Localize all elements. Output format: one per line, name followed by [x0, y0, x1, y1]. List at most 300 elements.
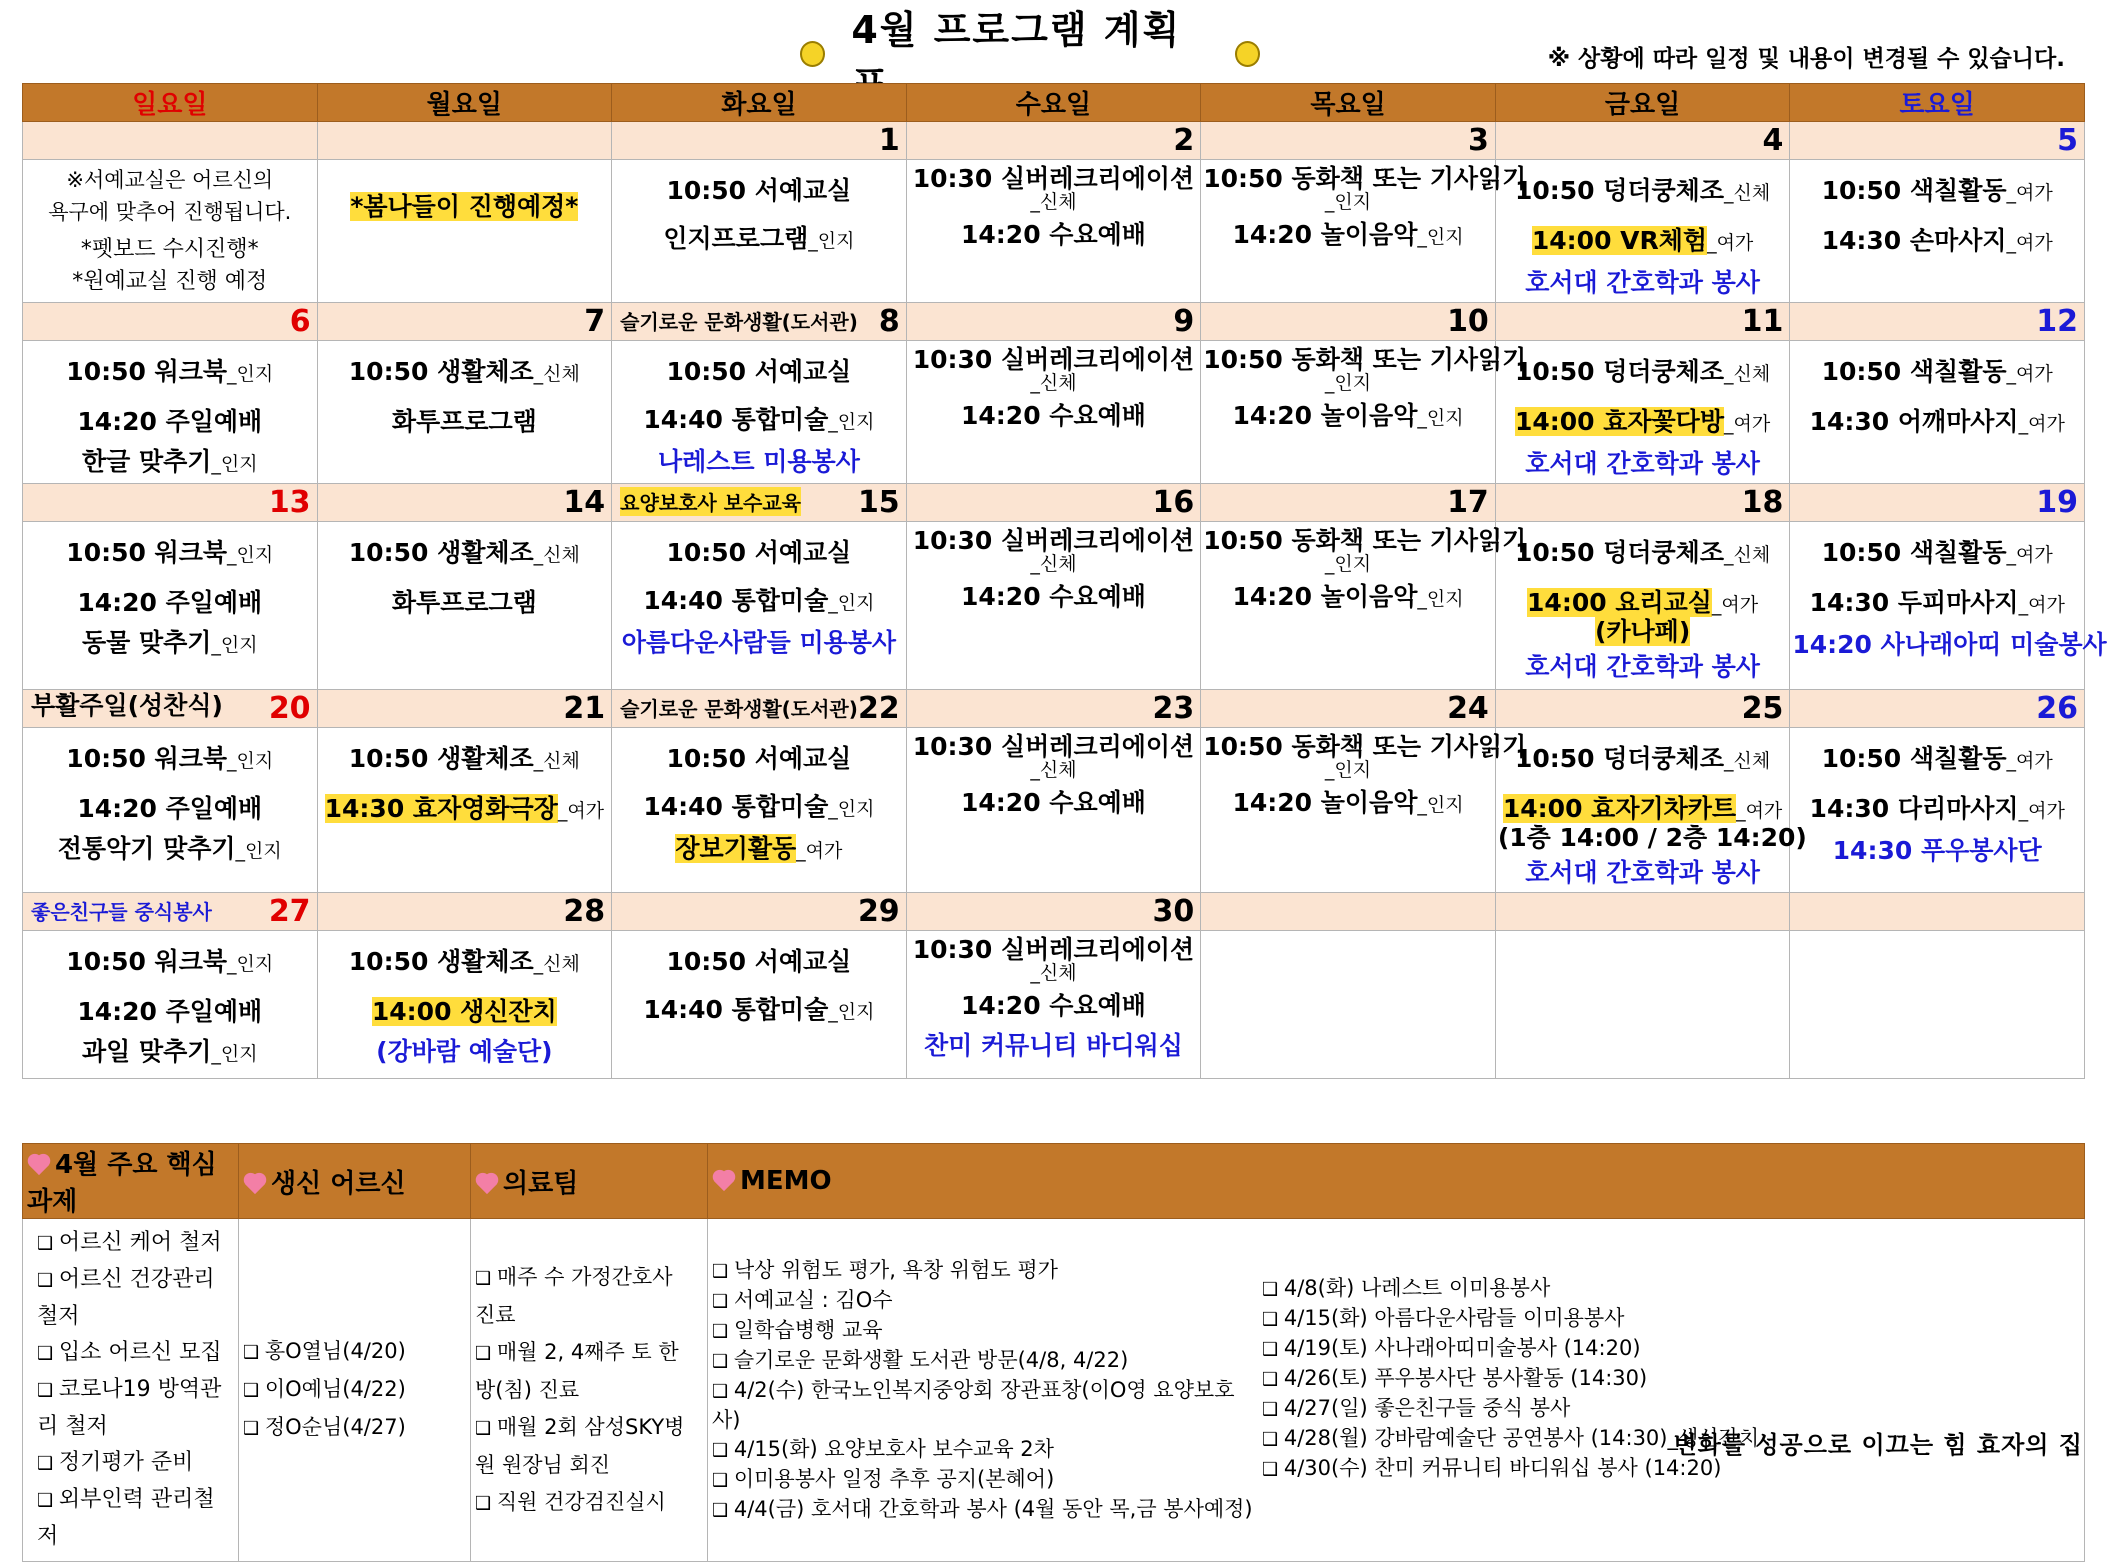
- list-item: ❑ 4/28(월) 강바람예술단 공연봉사 (14:30)_생신잔치: [1262, 1424, 1759, 1454]
- activity-line: [1203, 220, 1493, 252]
- category-tag: _신체: [1724, 750, 1771, 772]
- activity-text: 14:20 놀이음악: [1232, 220, 1418, 249]
- activity-line: [320, 744, 610, 776]
- activity-line: [25, 947, 315, 979]
- activity-line: [1498, 617, 1788, 646]
- date-cell: [906, 303, 1201, 341]
- activity-text: 14:40 통합미술: [643, 405, 829, 434]
- category-tag: _여가: [2006, 232, 2053, 254]
- activity-line: [1498, 407, 1788, 439]
- monthly-calendar: [22, 83, 2107, 1079]
- category-tag: _인지: [828, 798, 875, 820]
- activity-row: [23, 522, 2085, 690]
- activity-line: [25, 794, 315, 824]
- list-item: ❑ 4/4(금) 호서대 간호학과 봉사 (4월 동안 목,금 봉사예정): [712, 1495, 1262, 1525]
- tasks-list: [37, 1225, 224, 1555]
- weekday-thursday: 목요일: [1201, 84, 1496, 122]
- activity-cell: [23, 728, 318, 893]
- activity-line: [1498, 858, 1788, 888]
- date-cell: [612, 484, 907, 522]
- category-tag: _인지: [227, 953, 274, 975]
- date-cell: [1201, 303, 1496, 341]
- activity-text: 10:50 워크북: [66, 947, 228, 976]
- date-cell: [23, 484, 318, 522]
- date-cell: [612, 122, 907, 160]
- activity-line: [25, 834, 315, 866]
- activity-cell: [612, 341, 907, 484]
- activity-line: [1792, 538, 2082, 570]
- date-number: 7: [584, 304, 606, 339]
- activity-line: [1792, 588, 2082, 620]
- category-tag: _여가: [2006, 544, 2053, 566]
- activity-cell: [906, 160, 1201, 303]
- category-tag: _신체: [533, 953, 580, 975]
- list-item: ❑ 4/26(토) 푸우봉사단 봉사활동 (14:30): [1262, 1364, 1759, 1394]
- activity-line: [25, 357, 315, 389]
- category-tag: _인지: [227, 363, 274, 385]
- date-number: 26: [2036, 691, 2078, 726]
- date-number: 5: [2057, 123, 2078, 158]
- category-tag: _인지: [828, 592, 875, 614]
- list-item: ❑ 직원 건강검진실시: [475, 1484, 693, 1522]
- activity-text: 화투프로그램: [391, 407, 537, 436]
- activity-line: [320, 997, 610, 1027]
- activity-text: 10:50 서예교실: [666, 744, 852, 773]
- category-tag: _여가: [1707, 232, 1754, 254]
- date-cell: [317, 893, 612, 931]
- activity-text: 10:50 동화책 또는 기사읽기: [1203, 164, 1527, 193]
- activity-text: 14:30 어깨마사지: [1809, 407, 2019, 436]
- date-number: 18: [1741, 485, 1784, 520]
- activity-line: [1498, 652, 1788, 682]
- activity-line: [320, 407, 610, 437]
- activity-text: 10:50 색칠활동: [1821, 744, 2007, 773]
- activity-text: 10:50 색칠활동: [1821, 176, 2007, 205]
- weekday-wednesday: 수요일: [906, 84, 1201, 122]
- activity-row: [23, 931, 2085, 1079]
- activity-line: [1498, 226, 1788, 258]
- activity-line: [614, 834, 904, 866]
- activity-line: [909, 582, 1199, 612]
- volunteer-text: 찬미 커뮤니티 바디워십: [924, 1031, 1183, 1060]
- activity-line: [320, 794, 610, 826]
- date-cell: [906, 484, 1201, 522]
- activity-text: 14:20 수요예배: [961, 220, 1146, 249]
- list-item: ❑ 매주 수 가정간호사 진료: [475, 1259, 693, 1334]
- date-number: 22: [857, 691, 900, 726]
- activity-cell: [1495, 931, 1790, 1079]
- activity-row: [23, 341, 2085, 484]
- activity-line: [909, 788, 1199, 818]
- list-item: ❑ 홍O열님(4/20): [243, 1333, 456, 1371]
- list-item: ❑ 이미용봉사 일정 추후 공지(본혜어): [712, 1465, 1262, 1495]
- list-item: ❑ 매월 2, 4째주 토 한방(침) 진료: [475, 1334, 693, 1409]
- category-tag: _신체: [1030, 553, 1077, 575]
- activity-cell: [317, 728, 612, 893]
- activity-text: 10:50 동화책 또는 기사읽기: [1203, 345, 1527, 374]
- list-item: ❑ 코로나19 방역관리 철저: [37, 1372, 224, 1445]
- activity-cell: [1790, 728, 2085, 893]
- list-item: ❑ 낙상 위험도 평가, 욕창 위험도 평가: [712, 1256, 1262, 1286]
- date-number: 8: [878, 304, 900, 339]
- activity-line: [320, 588, 610, 618]
- volunteer-text: 나레스트 미용봉사: [657, 447, 860, 476]
- activity-cell: [1201, 341, 1527, 484]
- highlighted-activity: *봄나들이 진행예정*: [350, 192, 579, 221]
- activity-row: [23, 728, 2085, 893]
- activity-line: [909, 935, 1199, 965]
- list-item: ❑ 슬기로운 문화생활 도서관 방문(4/8, 4/22): [712, 1346, 1262, 1376]
- date-number: 2: [1173, 123, 1195, 158]
- activity-text: 14:30 손마사지: [1821, 226, 2007, 255]
- date-cell: [23, 122, 318, 160]
- activity-cell: [317, 522, 612, 690]
- activity-line: [1792, 794, 2082, 826]
- footer-slogan: 변화를 성공으로 이끄는 힘 효자의 집: [1673, 1431, 2083, 1459]
- activity-cell: [1790, 931, 2085, 1079]
- activity-text: 10:50 생활체조: [348, 947, 534, 976]
- activity-line: [614, 357, 904, 387]
- category-tag: _신체: [1724, 544, 1771, 566]
- activity-line: [614, 995, 904, 1027]
- category-tag: _인지: [1417, 588, 1464, 610]
- date-cell: [317, 122, 612, 160]
- category-tag: _인지: [1324, 372, 1372, 394]
- activity-line: [1792, 357, 2082, 389]
- activity-text: 10:50 색칠활동: [1821, 357, 2007, 386]
- memo-list-right: [1262, 1256, 1759, 1525]
- activity-text: 14:30 두피마사지: [1809, 588, 2019, 617]
- activity-cell: [23, 160, 318, 303]
- date-cell: [906, 690, 1201, 728]
- activity-cell: [906, 931, 1201, 1079]
- list-item: ❑ 어르신 케어 철저: [37, 1225, 224, 1262]
- note-line: *펫보드 수시진행*: [80, 237, 259, 262]
- activity-cell: [906, 728, 1201, 893]
- highlighted-activity: 14:00 요리교실: [1527, 588, 1712, 617]
- activity-text: 14:30 다리마사지: [1809, 794, 2019, 823]
- date-number: 29: [857, 894, 900, 929]
- activity-text: 화투프로그램: [391, 588, 537, 617]
- activity-line: [1498, 268, 1788, 298]
- schedule-notice: ※ 상황에 따라 일정 및 내용이 변경될 수 있습니다.: [1547, 46, 2065, 72]
- category-tag: _신체: [533, 750, 580, 772]
- list-item: ❑ 매월 2회 삼성SKY병원 원장님 회진: [475, 1409, 693, 1484]
- activity-line: [1498, 744, 1788, 776]
- date-cell: [1790, 303, 2085, 341]
- volunteer-text: 호서대 간호학과 봉사: [1525, 652, 1760, 681]
- volunteer-text: 14:30 푸우봉사단: [1832, 836, 2042, 865]
- activity-text: 10:50 덩더쿵체조: [1514, 357, 1724, 386]
- activity-line: [320, 947, 610, 979]
- category-tag: _여가: [2018, 594, 2065, 616]
- memo-cell: [708, 1219, 2085, 1562]
- activity-text: 한글 맞추기: [81, 447, 212, 476]
- activity-line: [909, 401, 1199, 431]
- activity-line: [1498, 357, 1788, 389]
- activity-text: 10:30 실버레크리에이션: [912, 732, 1195, 761]
- category-tag: _여가: [796, 840, 843, 862]
- category-tag: _신체: [533, 363, 580, 385]
- activity-line: [614, 628, 904, 658]
- birthday-header: 생신 어르신: [239, 1144, 471, 1219]
- activity-line: [1498, 449, 1788, 479]
- list-item: ❑ 어르신 건강관리 철저: [37, 1262, 224, 1335]
- memo-header: MEMO: [708, 1144, 2085, 1219]
- note-line: ※서예교실은 어르신의: [66, 168, 274, 192]
- activity-text: 10:50 동화책 또는 기사읽기: [1203, 732, 1527, 761]
- date-cell: [1495, 484, 1790, 522]
- activity-text: 14:40 통합미술: [643, 586, 829, 615]
- circle-bullet-icon: [1235, 41, 1260, 67]
- highlighted-activity: 장보기활동: [675, 834, 797, 863]
- category-tag: _인지: [828, 411, 875, 433]
- category-tag: _인지: [1417, 407, 1464, 429]
- category-tag: _여가: [1736, 800, 1783, 822]
- birthday-cell: [239, 1219, 471, 1562]
- activity-text: 14:20 주일예배: [77, 588, 263, 617]
- activity-line: [614, 176, 904, 206]
- activity-line: [909, 1031, 1199, 1061]
- category-tag: _여가: [2006, 182, 2053, 204]
- bottom-info-table: [22, 1143, 2085, 1562]
- activity-text: 10:50 워크북: [66, 744, 228, 773]
- activity-line: [25, 407, 315, 437]
- category-tag: _신체: [1030, 962, 1077, 984]
- date-row: [23, 484, 2085, 522]
- list-item: ❑ 일학습병행 교육: [712, 1316, 1262, 1346]
- date-cell: [612, 893, 907, 931]
- date-cell: [317, 484, 612, 522]
- activity-text: 동물 맞추기: [81, 628, 212, 657]
- list-item: ❑ 4/30(수) 찬미 커뮤니티 바디워십 봉사 (14:20): [1262, 1454, 1759, 1484]
- date-cell: [1790, 122, 2085, 160]
- date-cell: [1790, 690, 2085, 728]
- activity-line: [614, 405, 904, 437]
- highlighted-activity: 14:00 효자기차카트: [1502, 794, 1737, 823]
- memo-list-left: [712, 1256, 1262, 1525]
- activity-cell: [1495, 728, 1807, 893]
- date-row: [23, 893, 2085, 931]
- date-number: 30: [1152, 894, 1195, 929]
- activity-cell: [23, 931, 318, 1079]
- activity-text: 과일 맞추기: [81, 1037, 212, 1066]
- activity-line: [1792, 630, 2107, 660]
- activity-cell: [317, 931, 612, 1079]
- activity-line: [25, 997, 315, 1027]
- activity-line: [1498, 538, 1788, 570]
- activity-line: [25, 744, 315, 776]
- date-note: 부활주일(성찬식): [31, 691, 223, 720]
- highlighted-activity: 14:30 효자영화극장: [324, 794, 558, 823]
- heart-icon: [243, 1173, 269, 1195]
- category-tag: _신체: [533, 544, 580, 566]
- bottom-content-row: [23, 1219, 2085, 1562]
- activity-cell: [906, 341, 1201, 484]
- category-tag: _여가: [557, 800, 605, 822]
- category-tag: _여가: [2018, 800, 2065, 822]
- activity-line: [1498, 588, 1788, 620]
- category-tag: _인지: [1417, 794, 1464, 816]
- date-cell: [23, 893, 318, 931]
- date-number: 16: [1152, 485, 1195, 520]
- activity-line: [1792, 407, 2082, 439]
- list-item: ❑ 4/15(화) 요양보호사 보수교육 2차: [712, 1435, 1262, 1465]
- activity-cell: [612, 160, 907, 303]
- cell-note: [25, 164, 315, 298]
- date-number: 17: [1447, 485, 1489, 520]
- activity-line: [614, 538, 904, 568]
- category-tag: _인지: [211, 453, 258, 475]
- medical-list: [475, 1259, 693, 1522]
- note-line: 욕구에 맞추어 진행됩니다.: [48, 200, 292, 224]
- activity-text: 14:20 주일예배: [77, 997, 263, 1026]
- activity-text: 14:20 주일예배: [77, 794, 263, 823]
- activity-line: [1203, 401, 1493, 433]
- activity-line: [25, 538, 315, 570]
- activity-line: [1792, 744, 2082, 776]
- activity-text: 10:50 생활체조: [348, 538, 534, 567]
- activity-line: [320, 538, 610, 570]
- activity-line: [25, 588, 315, 618]
- activity-line: [1203, 732, 1527, 762]
- activity-cell: [23, 522, 318, 690]
- activity-cell: [317, 160, 612, 303]
- activity-line: [320, 1037, 610, 1067]
- activity-text: 10:50 서예교실: [666, 176, 852, 205]
- page-title: [800, 8, 1260, 82]
- activity-text: 10:50 워크북: [66, 538, 228, 567]
- activity-line: [25, 1037, 315, 1069]
- volunteer-text: 아름다운사람들 미용봉사: [621, 628, 897, 657]
- category-tag: _여가: [1711, 594, 1759, 616]
- activity-cell: [612, 728, 907, 893]
- activity-line: [1203, 582, 1493, 614]
- date-cell: [1495, 122, 1790, 160]
- date-number: 14: [563, 485, 606, 520]
- date-number: 23: [1152, 691, 1195, 726]
- highlighted-activity: 14:00 생신잔치: [371, 997, 557, 1026]
- activity-cell: [1790, 522, 2107, 690]
- category-tag: _신체: [1030, 191, 1077, 213]
- weekday-header-row: [23, 84, 2085, 122]
- category-tag: _여가: [2006, 750, 2053, 772]
- category-tag: _신체: [1030, 372, 1077, 394]
- activity-text: 14:40 통합미술: [643, 995, 829, 1024]
- activity-text: 10:50 서예교실: [666, 357, 852, 386]
- list-item: ❑ 외부인력 관리철저: [37, 1482, 224, 1555]
- activity-line: [909, 220, 1199, 250]
- category-tag: _인지: [1324, 191, 1372, 213]
- activity-cell: [1201, 522, 1527, 690]
- activity-cell: [1790, 341, 2085, 484]
- activity-line: [1203, 164, 1527, 194]
- activity-text: 10:30 실버레크리에이션: [912, 345, 1195, 374]
- activity-cell: [1495, 341, 1790, 484]
- activity-line: [614, 447, 904, 477]
- activity-line: (1층 14:00 / 2층 14:20): [1497, 823, 1807, 852]
- list-item: ❑ 이O예님(4/22): [243, 1371, 456, 1409]
- date-number: 6: [289, 304, 311, 339]
- weekday-friday: 금요일: [1495, 84, 1790, 122]
- date-cell: [612, 303, 907, 341]
- date-cell: [1201, 893, 1496, 931]
- category-tag: _인지: [211, 634, 258, 656]
- date-row: [23, 122, 2085, 160]
- activity-line: [25, 447, 315, 479]
- date-cell: [1495, 690, 1790, 728]
- tasks-header: 4월 주요 핵심과제: [23, 1144, 239, 1219]
- activity-text: 14:20 수요예배: [961, 991, 1146, 1020]
- date-number: 25: [1741, 691, 1784, 726]
- date-cell: [906, 122, 1201, 160]
- date-cell: [1201, 690, 1496, 728]
- bottom-header-row: [23, 1144, 2085, 1219]
- activity-text: 10:50 생활체조: [348, 357, 534, 386]
- activity-line: [614, 947, 904, 977]
- activity-cell: [906, 522, 1201, 690]
- activity-line: [1203, 345, 1527, 375]
- activity-line: [614, 792, 904, 824]
- highlighted-activity: 14:00 VR체험: [1531, 226, 1708, 255]
- circle-bullet-icon: [800, 41, 825, 67]
- activity-text: 10:50 덩더쿵체조: [1514, 744, 1724, 773]
- list-item: ❑ 4/19(토) 사나래아띠미술봉사 (14:20): [1262, 1334, 1759, 1364]
- date-cell: [317, 303, 612, 341]
- category-tag: _인지: [211, 1043, 258, 1065]
- date-cell: [906, 893, 1201, 931]
- activity-line: [909, 345, 1199, 375]
- heart-icon: [475, 1173, 501, 1195]
- date-number: 15: [857, 485, 900, 520]
- date-number: 19: [2036, 485, 2078, 520]
- date-cell: [1790, 893, 2085, 931]
- activity-line: [1498, 794, 1788, 826]
- category-tag: _인지: [828, 1001, 875, 1023]
- heart-icon: [27, 1154, 53, 1176]
- date-cell: [1790, 484, 2085, 522]
- category-tag: _인지: [808, 230, 855, 252]
- volunteer-text: (강바람 예술단): [376, 1037, 553, 1066]
- date-note: 슬기로운 문화생활(도서관): [620, 310, 858, 334]
- date-cell: [1495, 893, 1790, 931]
- date-number: 11: [1741, 304, 1784, 339]
- activity-line: [614, 224, 904, 256]
- activity-line: [320, 357, 610, 389]
- category-tag: _신체: [1724, 182, 1771, 204]
- activity-text: 10:50 색칠활동: [1821, 538, 2007, 567]
- weekday-tuesday: 화요일: [612, 84, 907, 122]
- activity-cell: [1495, 522, 1790, 690]
- date-cell: [23, 690, 318, 728]
- activity-text: 10:50 생활체조: [348, 744, 534, 773]
- activity-line: [25, 628, 315, 660]
- list-item: ❑ 4/8(화) 나레스트 이미용봉사: [1262, 1274, 1759, 1304]
- activity-text: 10:30 실버레크리에이션: [912, 164, 1195, 193]
- category-tag: _여가: [2006, 363, 2053, 385]
- activity-text: 14:40 통합미술: [643, 792, 829, 821]
- activity-cell: [1495, 160, 1790, 303]
- activity-text: 14:20 놀이음악: [1232, 401, 1418, 430]
- highlighted-activity: 14:00 효자꽃다방: [1514, 407, 1724, 436]
- activity-text: 10:50 서예교실: [666, 947, 852, 976]
- date-cell: [1495, 303, 1790, 341]
- date-number: 1: [878, 123, 900, 158]
- activity-text: 10:30 실버레크리에이션: [912, 935, 1195, 964]
- date-row: [23, 303, 2085, 341]
- list-item: ❑ 정기평가 준비: [37, 1445, 224, 1482]
- date-note: 슬기로운 문화생활(도서관): [620, 697, 858, 721]
